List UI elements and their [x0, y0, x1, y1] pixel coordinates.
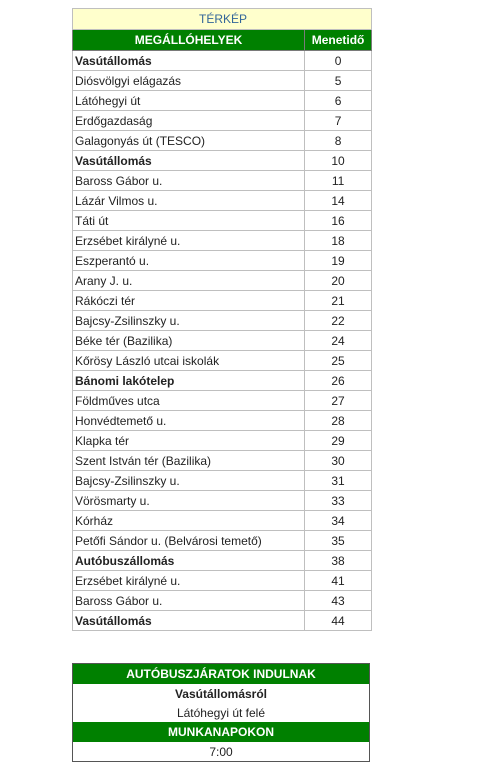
stop-row: [73, 531, 372, 551]
stop-time: 44: [305, 611, 372, 631]
daytype-row: [73, 722, 370, 742]
times-row: [73, 742, 370, 762]
stop-name: Bánomi lakótelep: [73, 371, 305, 391]
stop-name: Diósvölgyi elágazás: [73, 71, 305, 91]
stop-time: 41: [305, 571, 372, 591]
stop-time: 30: [305, 451, 372, 471]
stop-name: Honvédtemető u.: [73, 411, 305, 431]
stop-time: 18: [305, 231, 372, 251]
stop-time: 28: [305, 411, 372, 431]
stop-time: 0: [305, 51, 372, 71]
stop-row: [73, 591, 372, 611]
stop-time: 16: [305, 211, 372, 231]
stop-row: [73, 51, 372, 71]
stop-time: 8: [305, 131, 372, 151]
stop-row: [73, 171, 372, 191]
stop-row: [73, 491, 372, 511]
stop-name: Szent István tér (Bazilika): [73, 451, 305, 471]
stop-name: Klapka tér: [73, 431, 305, 451]
stop-row: [73, 371, 372, 391]
stop-time: 38: [305, 551, 372, 571]
stop-row: [73, 271, 372, 291]
stop-row: [73, 411, 372, 431]
stops-header: MEGÁLLÓHELYEK: [73, 30, 305, 51]
map-row: [73, 9, 372, 30]
departures-direction: Látóhegyi út felé: [176, 705, 266, 720]
stop-row: [73, 551, 372, 571]
stop-time: 21: [305, 291, 372, 311]
stop-name: Kőrösy László utcai iskolák: [73, 351, 305, 371]
stop-row: [73, 351, 372, 371]
stop-name: Bajcsy-Zsilinszky u.: [73, 471, 305, 491]
stop-time: 25: [305, 351, 372, 371]
stop-time: 29: [305, 431, 372, 451]
stop-name: Lázár Vilmos u.: [73, 191, 305, 211]
stop-time: 5: [305, 71, 372, 91]
stop-name: Földműves utca: [73, 391, 305, 411]
stop-row: [73, 571, 372, 591]
stop-name: Vasútállomás: [73, 151, 305, 171]
stop-row: [73, 231, 372, 251]
departures-from: Vasútállomásról: [174, 686, 268, 701]
stop-time: 11: [305, 171, 372, 191]
stop-time: 43: [305, 591, 372, 611]
stop-time: 35: [305, 531, 372, 551]
stop-name: Erdőgazdaság: [73, 111, 305, 131]
stop-row: [73, 311, 372, 331]
stop-time: 7: [305, 111, 372, 131]
stop-time: 34: [305, 511, 372, 531]
stop-name: Petőfi Sándor u. (Belvárosi temető): [73, 531, 305, 551]
stop-name: Baross Gábor u.: [73, 591, 305, 611]
departures-from-row: [73, 684, 370, 703]
stop-time: 20: [305, 271, 372, 291]
stop-time: 27: [305, 391, 372, 411]
stop-time: 33: [305, 491, 372, 511]
daytype-label: MUNKANAPOKON: [73, 722, 370, 742]
header-row: [73, 30, 372, 51]
stop-time: 22: [305, 311, 372, 331]
stop-row: [73, 291, 372, 311]
stop-name: Táti út: [73, 211, 305, 231]
stop-name: Autóbuszállomás: [73, 551, 305, 571]
stop-time: 10: [305, 151, 372, 171]
stop-name: Látóhegyi út: [73, 91, 305, 111]
stop-name: Erzsébet királyné u.: [73, 571, 305, 591]
stop-time: 6: [305, 91, 372, 111]
stop-row: [73, 91, 372, 111]
stop-name: Vasútállomás: [73, 611, 305, 631]
stop-row: [73, 191, 372, 211]
stop-row: [73, 331, 372, 351]
stop-row: [73, 151, 372, 171]
stop-row: [73, 431, 372, 451]
stop-time: 19: [305, 251, 372, 271]
departure-times: 7:00: [209, 744, 233, 759]
stop-time: 31: [305, 471, 372, 491]
departures-table: [72, 663, 370, 762]
stop-name: Rákóczi tér: [73, 291, 305, 311]
stop-row: [73, 391, 372, 411]
departures-direction-row: [73, 703, 370, 722]
map-link[interactable]: TÉRKÉP: [73, 9, 372, 30]
departures-title: AUTÓBUSZJÁRATOK INDULNAK: [73, 664, 370, 685]
departures-title-row: [73, 664, 370, 685]
time-header: Menetidő: [305, 30, 372, 51]
stop-name: Erzsébet királyné u.: [73, 231, 305, 251]
stop-name: Galagonyás út (TESCO): [73, 131, 305, 151]
stop-row: [73, 71, 372, 91]
stop-row: [73, 131, 372, 151]
stop-row: [73, 511, 372, 531]
stop-name: Vasútállomás: [73, 51, 305, 71]
stop-name: Eszperantó u.: [73, 251, 305, 271]
stop-row: [73, 111, 372, 131]
stop-name: Bajcsy-Zsilinszky u.: [73, 311, 305, 331]
stop-name: Kórház: [73, 511, 305, 531]
stop-name: Vörösmarty u.: [73, 491, 305, 511]
stop-time: 14: [305, 191, 372, 211]
stop-row: [73, 451, 372, 471]
stop-row: [73, 211, 372, 231]
stop-row: [73, 611, 372, 631]
stop-name: Arany J. u.: [73, 271, 305, 291]
stop-name: Baross Gábor u.: [73, 171, 305, 191]
stop-row: [73, 251, 372, 271]
stop-time: 26: [305, 371, 372, 391]
stop-name: Béke tér (Bazilika): [73, 331, 305, 351]
stop-time: 24: [305, 331, 372, 351]
stops-table: [72, 8, 372, 631]
stop-row: [73, 471, 372, 491]
